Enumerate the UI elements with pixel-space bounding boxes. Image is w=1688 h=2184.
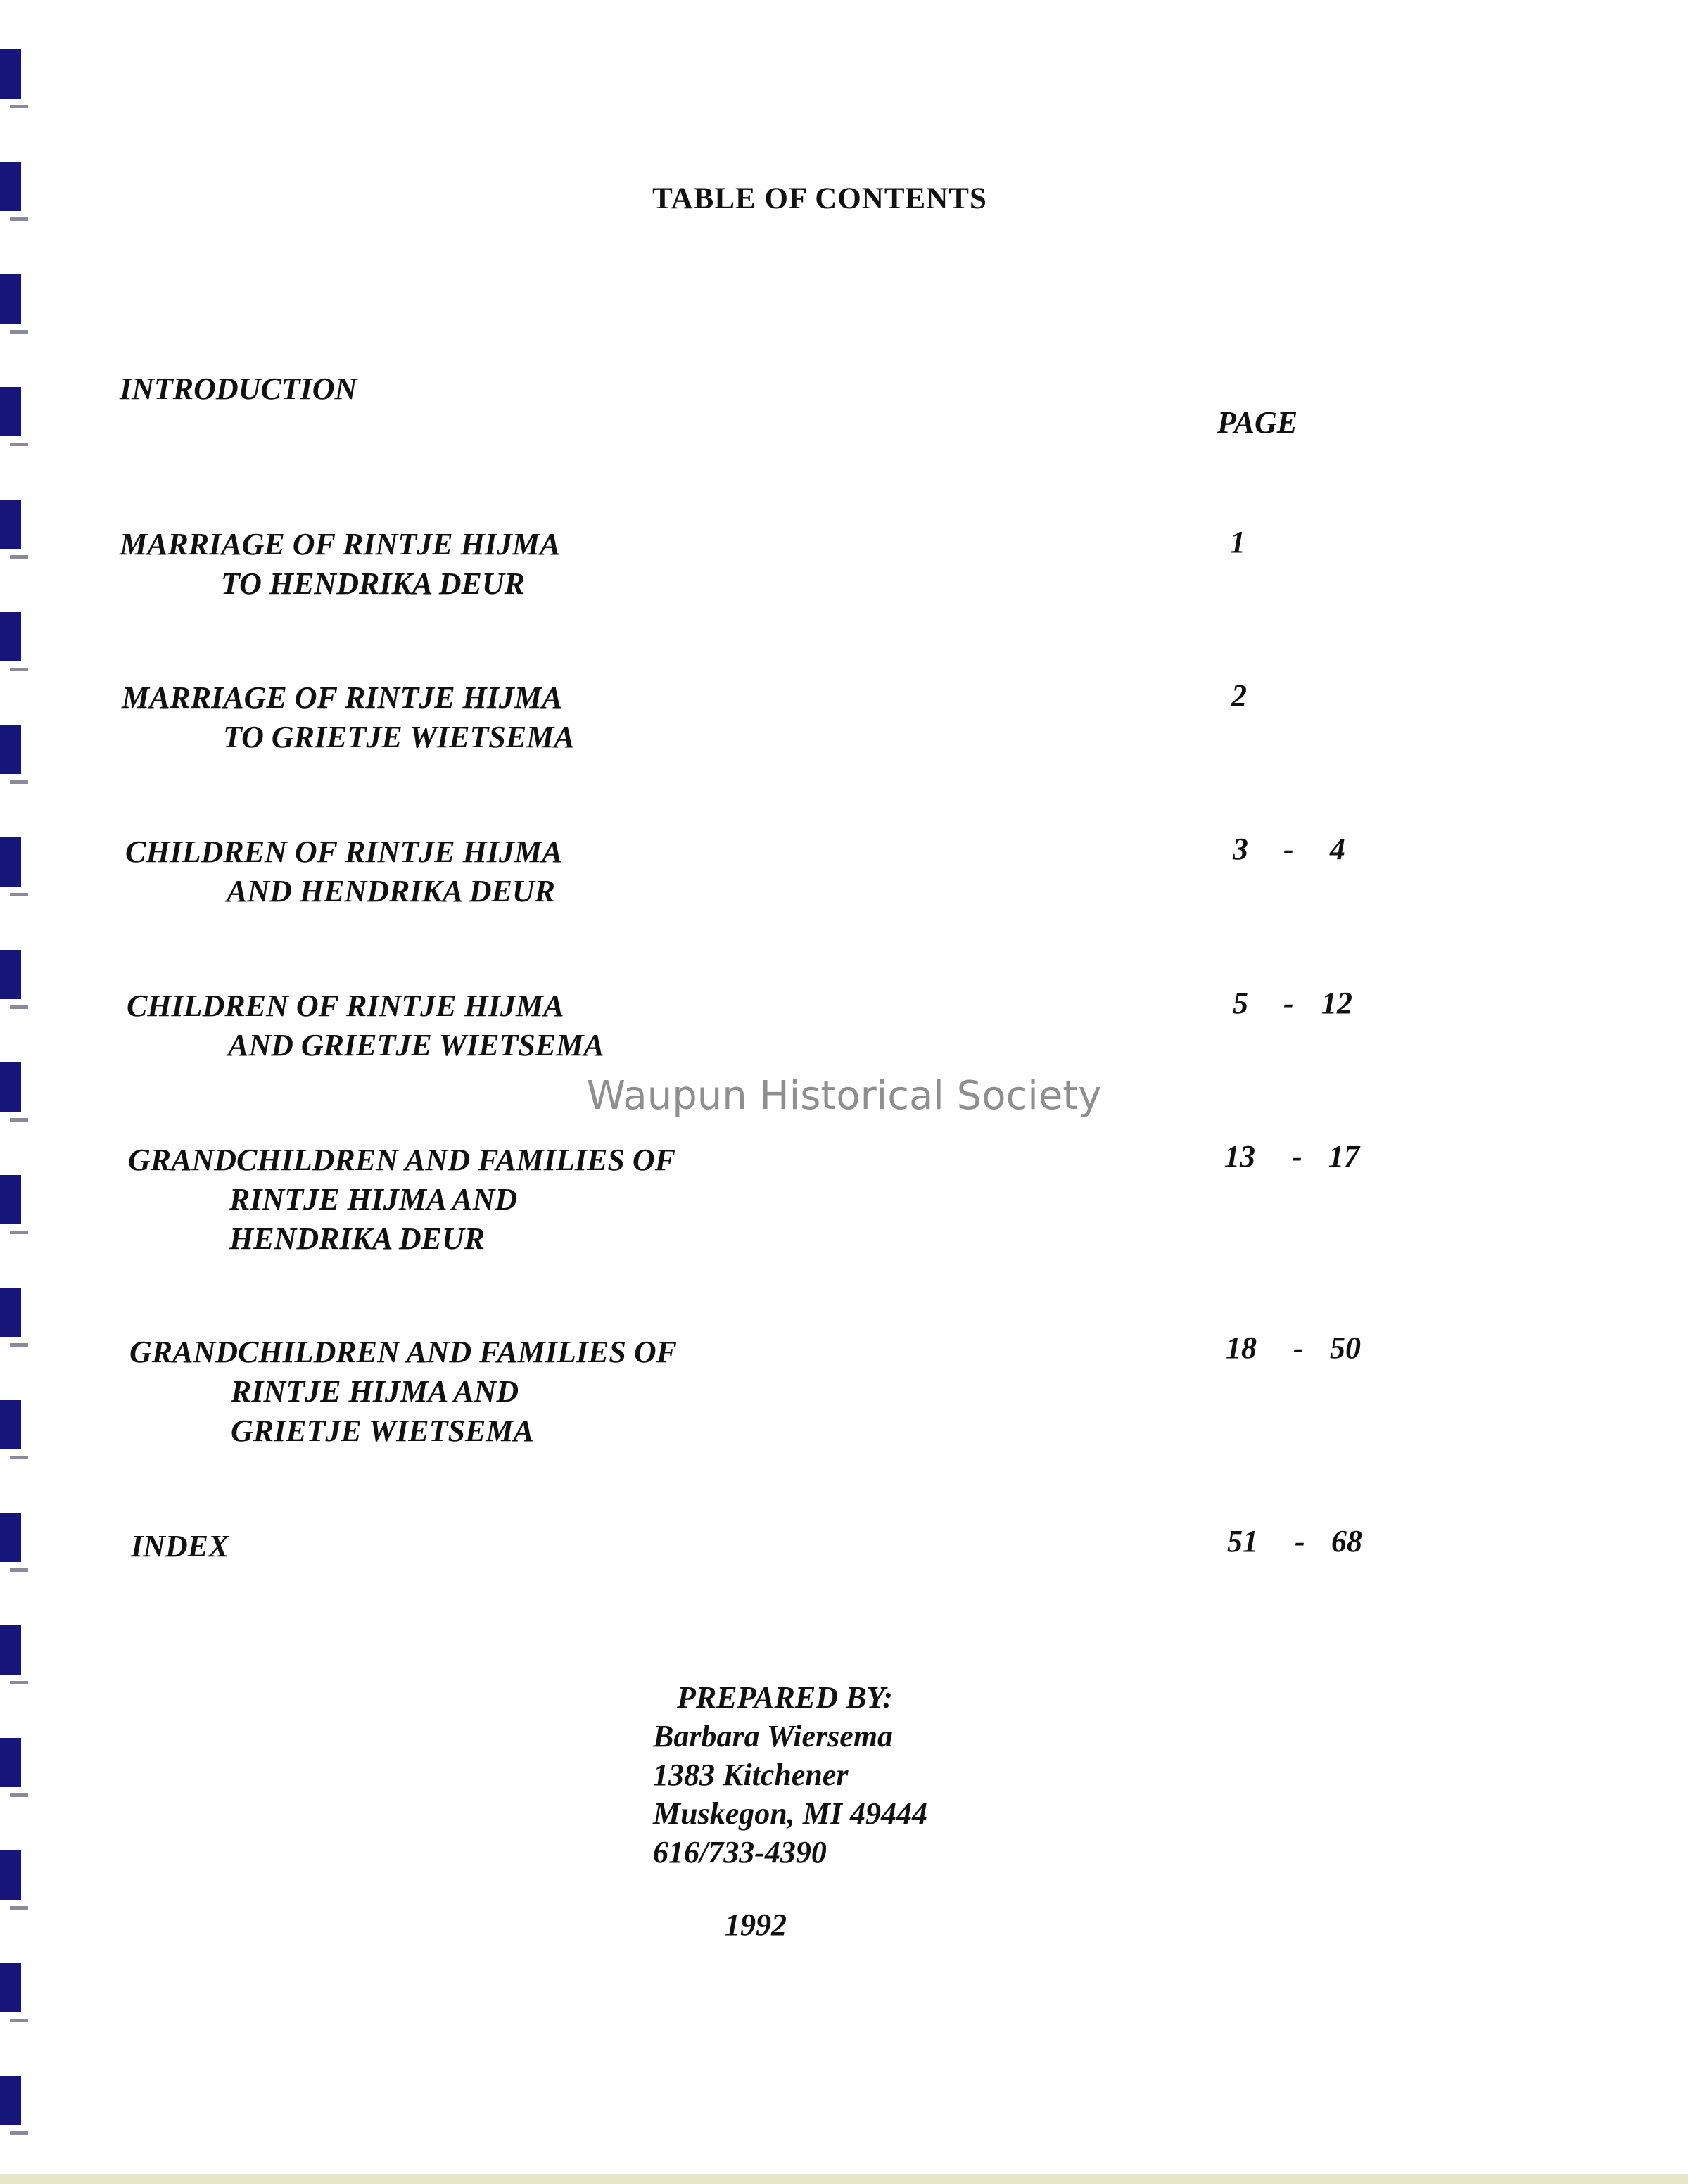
range-dash: -: [1283, 986, 1294, 1020]
prepared-by-block: [653, 1678, 927, 1872]
watermark: Waupun Historical Society: [586, 1073, 1102, 1119]
page-edge: [0, 2174, 1688, 2184]
toc-entry-line: GRANDCHILDREN AND FAMILIES OF: [128, 1143, 675, 1177]
toc-entry-line: RINTJE HIJMA AND: [231, 1374, 519, 1409]
toc-entry-line: CHILDREN OF RINTJE HIJMA: [125, 834, 563, 869]
toc-entry-line: TO GRIETJE WIETSEMA: [223, 720, 575, 754]
toc-entry-line: AND HENDRIKA DEUR: [227, 874, 556, 908]
binding-tab: [0, 387, 21, 436]
page-end: 50: [1330, 1331, 1361, 1365]
range-dash: -: [1293, 1331, 1304, 1365]
page-start: 51: [1227, 1524, 1258, 1558]
toc-entry-line: RINTJE HIJMA AND: [229, 1182, 518, 1217]
author-name: Barbara Wiersema: [653, 1719, 894, 1753]
binding-tab: [0, 1625, 21, 1675]
toc-entry: [125, 832, 562, 911]
range-dash: -: [1283, 832, 1294, 866]
binding-tab: [0, 1738, 21, 1787]
range-dash: -: [1295, 1524, 1305, 1558]
toc-entry: [127, 986, 604, 1065]
toc-entry-line: AND GRIETJE WIETSEMA: [228, 1028, 604, 1062]
toc-entry: [129, 1333, 677, 1451]
author-city: Muskegon, MI 49444: [653, 1796, 927, 1831]
page-column-header: PAGE: [1217, 405, 1298, 440]
toc-entry: [128, 1141, 675, 1259]
page-end: 68: [1331, 1524, 1362, 1558]
toc-entry-line: GRANDCHILDREN AND FAMILIES OF: [129, 1335, 677, 1369]
binding-tab: [0, 49, 21, 99]
toc-entry: [120, 525, 560, 604]
publication-year: 1992: [725, 1907, 787, 1942]
binding-tab: [0, 1175, 21, 1224]
toc-entry-line: CHILDREN OF RINTJE HIJMA: [127, 989, 564, 1023]
page-end: 12: [1321, 986, 1352, 1020]
binding-tab: [0, 1513, 21, 1562]
toc-entry: [131, 1527, 229, 1566]
binding-tab: [0, 500, 21, 549]
toc-entry-line: MARRIAGE OF RINTJE HIJMA: [122, 680, 563, 715]
binding-tab: [0, 725, 21, 774]
binding-tab: [0, 1850, 21, 1900]
page-start: 2: [1231, 678, 1247, 713]
binding-tab: [0, 837, 21, 887]
toc-introduction: INTRODUCTION: [120, 372, 357, 406]
range-dash: -: [1292, 1139, 1302, 1174]
toc-entry-line: MARRIAGE OF RINTJE HIJMA: [120, 527, 561, 561]
binding-tab: [0, 274, 21, 324]
page-start: 13: [1224, 1139, 1255, 1174]
page-title: TABLE OF CONTENTS: [652, 182, 987, 215]
toc-entry-line: TO HENDRIKA DEUR: [221, 566, 525, 601]
binding-tab: [0, 950, 21, 999]
toc-entry-line: HENDRIKA DEUR: [229, 1221, 486, 1256]
toc-entry-line: INDEX: [131, 1529, 229, 1563]
page-end: 17: [1328, 1139, 1359, 1174]
author-street: 1383 Kitchener: [653, 1758, 849, 1792]
toc-entry: [122, 678, 575, 757]
binding-tab: [0, 1400, 21, 1449]
binding-tab: [0, 1963, 21, 2012]
author-phone: 616/733-4390: [653, 1835, 827, 1869]
prepared-by-label: PREPARED BY:: [677, 1680, 893, 1715]
binding-tab: [0, 1288, 21, 1337]
toc-entry-line: GRIETJE WIETSEMA: [231, 1414, 534, 1448]
binding-tab: [0, 612, 21, 661]
page-start: 5: [1233, 986, 1248, 1020]
page-start: 1: [1230, 525, 1245, 559]
page-start: 3: [1233, 832, 1248, 866]
binding-tab: [0, 2076, 21, 2125]
page-start: 18: [1226, 1331, 1257, 1365]
page-end: 4: [1330, 832, 1345, 866]
